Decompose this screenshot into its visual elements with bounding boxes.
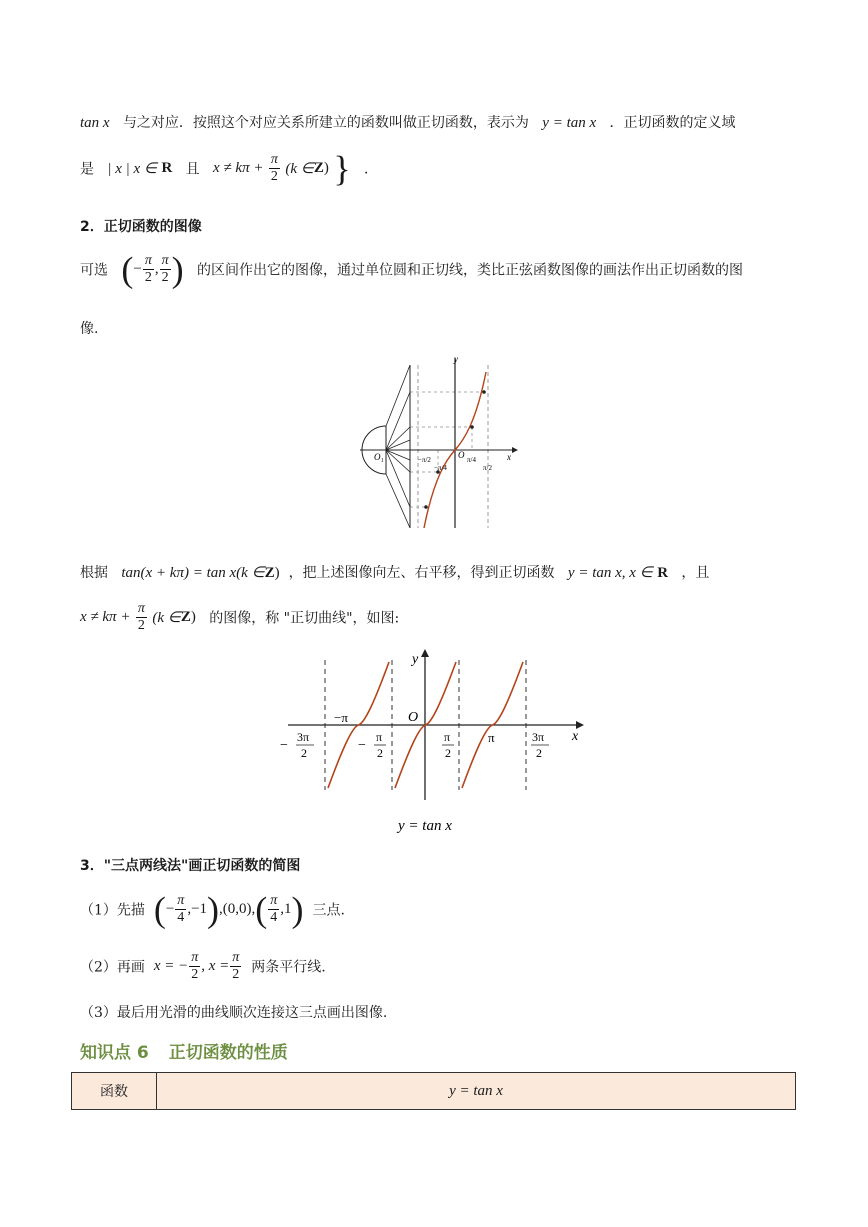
fig2-tick-pi-2 xyxy=(442,730,454,760)
step3: （3）最后用光滑的曲线顺次连接这三点画出图像. xyxy=(80,1005,388,1021)
frac-den: 2 xyxy=(161,270,169,285)
paren-open: ( xyxy=(153,889,166,930)
close-paren: ) xyxy=(274,565,280,581)
properties-table xyxy=(71,1072,796,1110)
para3-text-c: ，且 xyxy=(681,565,710,581)
and-word: 且 xyxy=(185,161,200,178)
table-row xyxy=(72,1073,796,1110)
fig2-y-label: y xyxy=(412,652,419,667)
section3-heading: 3．"三点两线法"画正切函数的简图 xyxy=(80,858,301,874)
para3-line1 xyxy=(80,562,709,582)
fig1-tick-2: −π/4 xyxy=(434,464,447,472)
domain-prefix: 是 xyxy=(80,161,94,178)
fig1-tick-4: π/2 xyxy=(483,464,492,472)
k-in: (k ∈ xyxy=(152,610,181,626)
y-eq-tan: y = tan x xyxy=(542,115,597,131)
para3-text-b: ，把上述图像向左、右平移，得到正切函数 xyxy=(288,565,555,581)
tick-den: 2 xyxy=(301,746,307,760)
frac-num: π xyxy=(270,152,278,167)
paren-close: ) xyxy=(207,889,220,930)
fig1-tick-1: −π/2 xyxy=(418,456,431,464)
pi-over-2 xyxy=(189,950,200,983)
k-in: (k ∈ xyxy=(285,161,314,177)
frac-den: 2 xyxy=(137,618,145,633)
frac-den: 2 xyxy=(232,967,240,982)
para1-text2: ．正切函数的定义域 xyxy=(609,115,736,131)
integer-set: Z xyxy=(264,565,275,581)
period: ． xyxy=(363,161,378,178)
section2-line1 xyxy=(80,249,743,290)
fig1-y-label: y xyxy=(454,354,458,364)
pi-over-4 xyxy=(175,893,186,926)
knowledge-title: 正切函数的性质 xyxy=(168,1043,288,1063)
para3-text-d: 的图像，称 "正切曲线"，如图: xyxy=(209,610,400,627)
step2-label: （2）再画 xyxy=(80,959,145,976)
pi-over-2 xyxy=(269,152,280,185)
tick-den: 2 xyxy=(445,746,451,760)
section2-text-b: 的区间作出它的图像，通过单位圆和正切线，类比正弦函数图像的画法作出正切函数的图 xyxy=(196,262,743,279)
para1-line2 xyxy=(80,148,378,189)
pi-over-2 xyxy=(230,950,241,983)
pi-over-4 xyxy=(268,893,279,926)
interval-open: ( xyxy=(121,249,134,290)
step2 xyxy=(80,950,326,983)
func-def: y = tan x, x ∈ xyxy=(567,565,653,581)
frac-den: 2 xyxy=(144,270,152,285)
frac-den: 4 xyxy=(177,910,185,925)
step2-end: 两条平行线. xyxy=(251,959,326,976)
knowledge-heading xyxy=(80,1038,308,1063)
section2-heading: 2．正切函数的图像 xyxy=(80,219,202,235)
integer-set: Z xyxy=(180,609,191,625)
paren-close: ) xyxy=(291,889,304,930)
section2-line2: 像. xyxy=(80,321,99,337)
frac-num: π xyxy=(270,893,278,908)
fig2-origin-label: O xyxy=(408,710,419,725)
cond: x ≠ kπ + xyxy=(80,609,131,625)
comma: , xyxy=(154,261,159,277)
minus-sign: − xyxy=(133,261,142,277)
pi-over-2 xyxy=(136,601,147,634)
cond: x ≠ kπ + xyxy=(213,160,264,176)
tan-x: tan x xyxy=(80,115,110,131)
real-set: R xyxy=(161,160,173,176)
one: ,1 xyxy=(280,901,292,917)
para3-text-a: 根据 xyxy=(80,565,108,581)
fig2-tick-neg-3pi-2 xyxy=(280,730,314,760)
tick-num: π xyxy=(376,730,383,744)
paren-open: ( xyxy=(255,889,268,930)
tick-num: 3π xyxy=(532,730,545,744)
para1-text1: 与之对应．按照这个对应关系所建立的函数叫做正切函数，表示为 xyxy=(122,115,529,131)
close-paren: ) xyxy=(190,609,196,625)
periodicity-formula: tan(x + kπ) = tan x(k ∈ xyxy=(121,565,265,581)
fig1-o-label: O xyxy=(458,450,465,460)
frac-num: π xyxy=(137,601,145,616)
frac-num: π xyxy=(177,893,185,908)
fig2-tick-3pi-2 xyxy=(531,730,549,760)
origin-point: ,(0,0), xyxy=(219,901,256,917)
fig1-o1-label: O₁ xyxy=(374,452,384,462)
step2-x2: , x = xyxy=(201,958,230,974)
step1-label: （1）先描 xyxy=(80,902,145,919)
neg-pi-over-2 xyxy=(143,253,154,286)
step2-x1: x = − xyxy=(153,958,189,974)
tick-den: 2 xyxy=(536,746,542,760)
frac-num: π xyxy=(144,253,152,268)
para1-line1 xyxy=(80,112,736,132)
interval-close: ) xyxy=(171,249,184,290)
neg-one: ,−1 xyxy=(187,901,208,917)
tick-sign: − xyxy=(358,738,366,753)
knowledge-label: 知识点 6 xyxy=(80,1043,149,1063)
figure-unit-circle-tangent xyxy=(350,350,520,535)
tick-num: 3π xyxy=(297,730,310,744)
section2-text-a: 可选 xyxy=(80,262,108,279)
set-left: | x | x ∈ xyxy=(107,161,157,177)
table-header-cell: 函数 xyxy=(72,1073,157,1110)
figure-tangent-curve xyxy=(270,645,600,840)
table-value-cell: y = tan x xyxy=(157,1073,796,1110)
fig2-tick-neg-pi-2 xyxy=(358,730,386,760)
fig2-pi-label: π xyxy=(488,730,495,745)
fig2-x-label: x xyxy=(572,729,579,744)
real-set: R xyxy=(657,565,669,581)
frac-num: π xyxy=(232,950,240,965)
step1 xyxy=(80,889,345,930)
frac-den: 2 xyxy=(270,169,278,184)
pi-over-2 xyxy=(160,253,171,286)
close-paren: ) xyxy=(323,160,329,176)
step1-end: 三点. xyxy=(312,902,345,919)
fig1-tick-3: π/4 xyxy=(467,456,476,464)
tick-sign: − xyxy=(280,738,288,753)
frac-den: 4 xyxy=(270,910,278,925)
frac-num: π xyxy=(191,950,199,965)
close-brace: } xyxy=(333,148,351,189)
minus-sign: − xyxy=(165,901,175,917)
tick-den: 2 xyxy=(377,746,383,760)
fig1-x-label: x xyxy=(507,452,511,462)
tick-num: π xyxy=(444,730,451,744)
fig2-caption: y = tan x xyxy=(398,818,452,834)
para3-line2 xyxy=(80,601,399,634)
integer-set: Z xyxy=(313,160,324,176)
frac-den: 2 xyxy=(191,967,199,982)
fig2-neg-pi-label: −π xyxy=(334,710,348,725)
frac-num: π xyxy=(161,253,169,268)
